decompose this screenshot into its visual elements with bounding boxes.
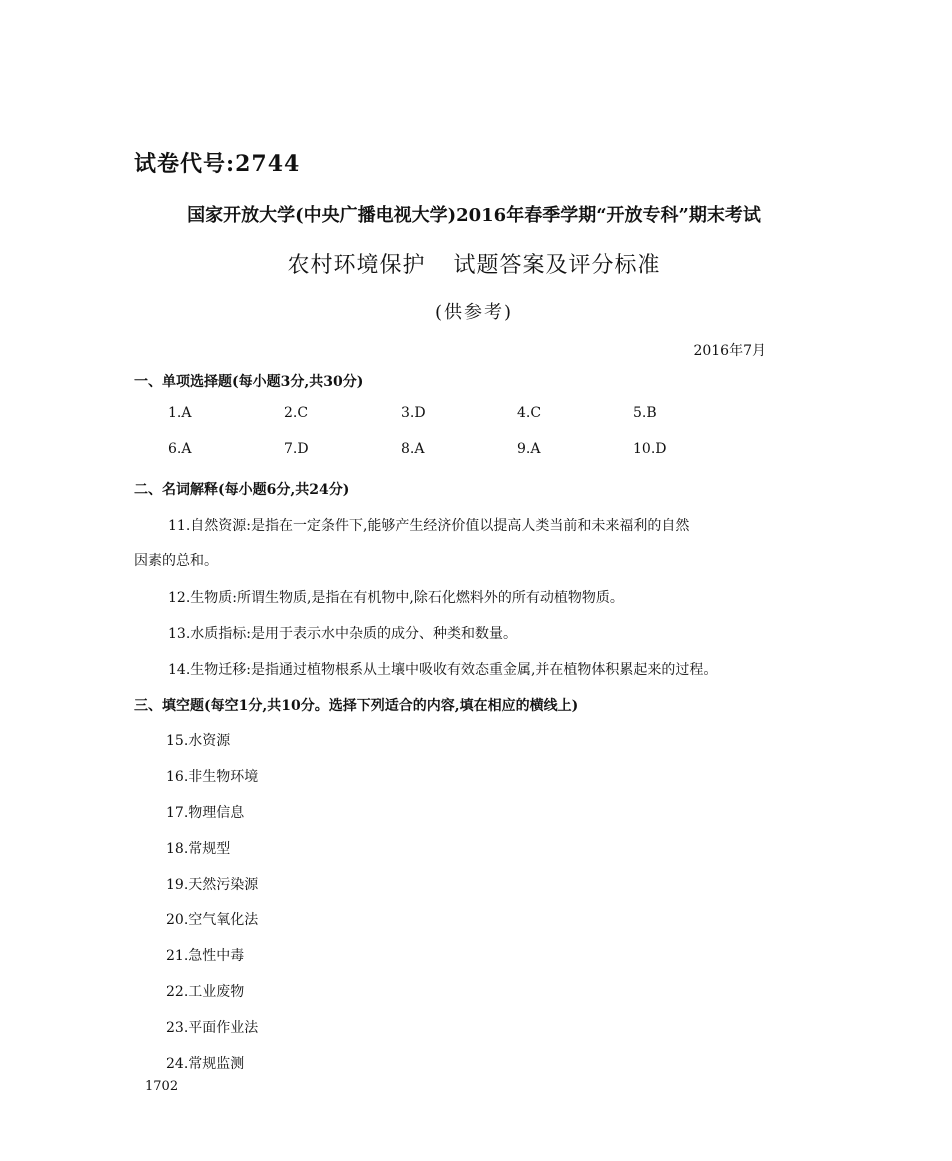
answer-7: 7.D bbox=[284, 441, 309, 457]
answer-4: 4.C bbox=[517, 405, 542, 421]
fill-answer-18: 18.常规型 bbox=[166, 841, 231, 857]
answer-3: 3.D bbox=[401, 405, 426, 421]
definition-11-line2: 因素的总和。 bbox=[134, 553, 218, 569]
definition-13: 13.水质指标:是用于表示水中杂质的成分、种类和数量。 bbox=[168, 626, 517, 642]
fill-answer-20: 20.空气氧化法 bbox=[166, 912, 259, 928]
section-heading-definitions: 二、名词解释(每小题6分,共24分) bbox=[134, 482, 350, 498]
fill-answer-19: 19.天然污染源 bbox=[166, 877, 259, 893]
fill-answer-15: 15.水资源 bbox=[166, 733, 231, 749]
answer-2: 2.C bbox=[284, 405, 309, 421]
fill-answer-21: 21.急性中毒 bbox=[166, 948, 245, 964]
section-heading-fill-in: 三、填空题(每空1分,共10分。选择下列适合的内容,填在相应的横线上) bbox=[134, 698, 579, 714]
reference-note: (供参考) bbox=[434, 302, 514, 323]
section-heading-multiple-choice: 一、单项选择题(每小题3分,共30分) bbox=[134, 374, 364, 390]
fill-answer-22: 22.工业废物 bbox=[166, 984, 245, 1000]
document-type: 试题答案及评分标准 bbox=[453, 253, 661, 278]
answer-1: 1.A bbox=[168, 405, 192, 421]
fill-answer-16: 16.非生物环境 bbox=[166, 769, 259, 785]
fill-answer-24: 24.常规监测 bbox=[166, 1056, 245, 1072]
definition-14: 14.生物迁移:是指通过植物根系从土壤中吸收有效态重金属,并在植物体积累起来的过程。 bbox=[168, 662, 718, 678]
document-date: 2016年7月 bbox=[693, 343, 766, 359]
paper-code: 试卷代号:2744 bbox=[134, 151, 301, 177]
answer-6: 6.A bbox=[168, 441, 192, 457]
answer-8: 8.A bbox=[401, 441, 425, 457]
fill-answer-17: 17.物理信息 bbox=[166, 805, 245, 821]
exam-title: 国家开放大学(中央广播电视大学)2016年春季学期“开放专科”期末考试 bbox=[187, 205, 761, 226]
definition-12: 12.生物质:所谓生物质,是指在有机物中,除石化燃料外的所有动植物物质。 bbox=[168, 590, 624, 606]
answer-10: 10.D bbox=[633, 441, 667, 457]
answer-5: 5.B bbox=[633, 405, 657, 421]
page-number: 1702 bbox=[145, 1079, 179, 1094]
course-name: 农村环境保护 bbox=[287, 253, 426, 278]
document-title bbox=[134, 248, 814, 279]
fill-answer-23: 23.平面作业法 bbox=[166, 1020, 259, 1036]
answer-9: 9.A bbox=[517, 441, 541, 457]
definition-11-line1: 11.自然资源:是指在一定条件下,能够产生经济价值以提高人类当前和未来福利的自然 bbox=[168, 518, 690, 534]
